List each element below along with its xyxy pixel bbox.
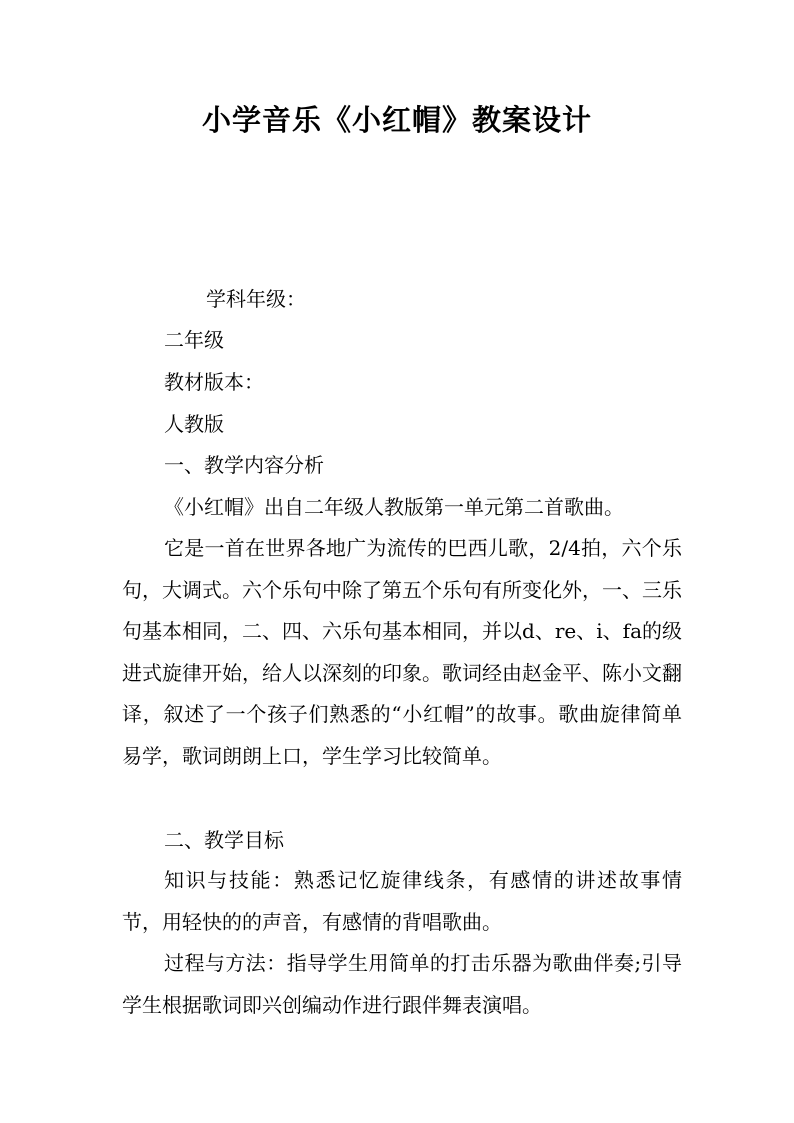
textbook-value: 人教版 <box>164 412 224 436</box>
content-analysis-paragraph-2: 它是一首在世界各地广为流传的巴西儿歌，2/4拍，六个乐句，大调式。六个乐句中除了第五个乐句有所变化外，一、三乐句基本相同，二、四、六乐句基本相同，并以d、re、i、fa的级进式旋律开始，给人以深刻的印象。歌词经由赵金平、陈小文翻译，叙述了一个孩子们熟悉的“小红帽”的故事。歌曲旋律简单易学，歌词朗朗上口，学生学习比较简单。 <box>122 536 682 768</box>
subject-grade-value: 二年级 <box>164 328 224 352</box>
content-analysis-paragraph-1: 《小红帽》出自二年级人教版第一单元第二首歌曲。 <box>164 495 624 519</box>
goals-knowledge-skills: 知识与技能：熟悉记忆旋律线条，有感情的讲述故事情节，用轻快的的声音，有感情的背唱歌曲。 <box>122 868 682 934</box>
section-heading-teaching-goals: 二、教学目标 <box>164 828 284 852</box>
section-heading-content-analysis: 一、教学内容分析 <box>164 453 324 477</box>
textbook-label: 教材版本： <box>164 370 264 394</box>
subject-grade-label: 学科年级： <box>206 287 306 311</box>
document-title: 小学音乐《小红帽》教案设计 <box>201 103 592 137</box>
goals-process-methods: 过程与方法：指导学生用简单的打击乐器为歌曲伴奏;引导学生根据歌词即兴创编动作进行跟伴舞表演唱。 <box>122 951 682 1017</box>
